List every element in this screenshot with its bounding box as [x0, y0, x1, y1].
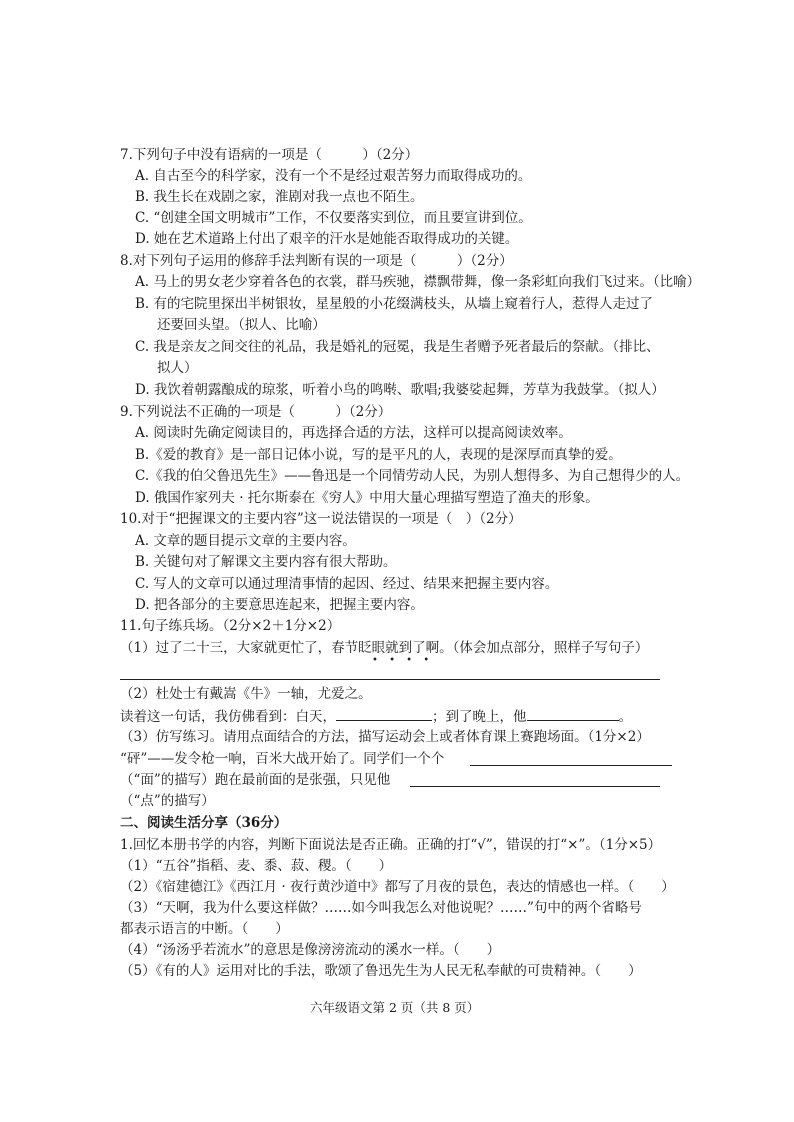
s2-q1-item4: （4）“汤汤乎若流水”的意思是像滂滂流动的溪水一样。（ ） [120, 942, 501, 958]
q8-option-c: C. 我是亲友之间交往的礼品，我是婚礼的冠冕，我是生者赠予死者最后的祭献。（排比、 [135, 339, 660, 355]
q11-stem: 11.句子练兵场。（2分×2＋1分×2） [120, 618, 341, 634]
q8-option-a: A. 马上的男女老少穿着各色的衣裳，群马疾驰，襟飘带舞，像一条彩虹向我们飞过来。（比喻） [135, 274, 701, 290]
q7-option-b: B. 我生长在戏剧之家，淮剧对我一点也不陌生。 [135, 189, 424, 205]
s2-q1-stem: 1.回忆本册书学的内容，判断下面说法是否正确。正确的打“√”，错误的打“×”。（1分×5） [120, 837, 662, 853]
q7-stem: 7.下列句子中没有语病的一项是（ ）（2分） [120, 147, 419, 163]
s2-q1-item3: （3）“天啊，我为什么要这样做？……如今叫我怎么对他说呢？……”句中的两个省略号 [120, 900, 642, 916]
q10-option-a: A. 文章的题目提示文章的主要内容。 [135, 533, 356, 549]
fill-text-c: 。 [618, 709, 632, 725]
q11-part2-fill [120, 706, 632, 726]
q9-option-a: A. 阅读时先确定阅读目的，再选择合适的方法，这样可以提高阅读效率。 [135, 425, 572, 441]
q8-stem: 8.对下列句子运用的修辞手法判断有误的一项是（ ）（2分） [120, 253, 513, 269]
q8-option-c-cont: 拟人） [157, 360, 198, 376]
page-footer: 六年级语文第 2 页（共 8 页） [310, 1000, 480, 1015]
fill-text-a: 读着这一句话，我仿佛看到：白天， [120, 709, 336, 725]
q9-option-d: D. 俄国作家列夫 · 托尔斯泰在《穷人》中用大量心理描写塑造了渔夫的形象。 [135, 490, 599, 506]
q11-part2: （2）杜处士有戴嵩《牛》一轴，尤爱之。 [120, 686, 372, 702]
q10-option-c: C. 写人的文章可以通过理清事情的起因、经过、结果来把握主要内容。 [135, 576, 559, 592]
q11-part3-line2: （“面”的描写）跑在最前面的是张强，只见他 [120, 772, 391, 788]
q7-option-a: A. 自古至今的科学家，没有一个不是经过艰苦努力而取得成功的。 [135, 168, 532, 184]
q11-part1: （1）过了二十三，大家就更忙了，春节眨眼就到了啊。（体会加点部分，照样子写句子） [120, 640, 649, 656]
q8-option-b-cont: 还要回头望。（拟人、比喻） [157, 317, 326, 333]
q8-option-d: D. 我饮着朝露酿成的琼浆，听着小鸟的鸣啭、歌唱;我婆娑起舞，芳草为我鼓掌。（拟人） [135, 382, 665, 398]
q11-part3-line1: “砰”——发令枪一响，百米大战开始了。同学们一个个 [120, 751, 445, 767]
q10-stem: 10.对于“把握课文的主要内容”这一说法错误的一项是（ ）（2分） [120, 511, 522, 527]
s2-q1-item5: （5）《有的人》运用对比的手法，歌颂了鲁迅先生为人民无私奉献的可贵精神。（ ） [120, 963, 642, 979]
blank-night[interactable] [527, 706, 619, 721]
s2-q1-item1: （1）“五谷”指稻、麦、黍、菽、稷。（ ） [120, 858, 393, 874]
s2-q1-item3-cont: 都表示语言的中断。（ ） [120, 921, 289, 937]
section-2-title: 二、阅读生活分享（36分） [120, 815, 288, 831]
q10-option-d: D. 把各部分的主要意思连起来，把握主要内容。 [135, 597, 424, 613]
q11-part3: （3）仿写练习。请用点面结合的方法，描写运动会上或者体育课上赛跑场面。（1分×2） [120, 729, 650, 745]
answer-line-1[interactable] [120, 679, 660, 680]
s2-q1-item2: （2）《宿建德江》《西江月 · 夜行黄沙道中》都写了月夜的景色，表达的情感也一样。（ ） [120, 879, 675, 895]
emphasis-dots: • • • • [372, 655, 434, 666]
fill-text-b: ；到了晚上，他 [432, 709, 527, 725]
q10-option-b: B. 关键句对了解课文主要内容有很大帮助。 [135, 554, 397, 570]
q8-option-b: B. 有的宅院里探出半树银妆，星星般的小花缀满枝头，从墙上窥着行人，惹得人走过了 [135, 296, 654, 312]
answer-line-face[interactable] [470, 765, 672, 766]
blank-daytime[interactable] [336, 706, 432, 721]
answer-line-point[interactable] [410, 786, 660, 787]
q7-option-c: C. “创建全国文明城市”工作，不仅要落实到位，而且要宣讲到位。 [135, 210, 532, 226]
q9-option-c: C.《我的伯父鲁迅先生》——鲁迅是一个同情劳动人民，为别人想得多、为自己想得少的人。 [135, 468, 690, 484]
q11-part3-line3: （“点”的描写） [120, 793, 215, 809]
q7-option-d: D. 她在艺术道路上付出了艰辛的汗水是她能否取得成功的关键。 [135, 231, 519, 247]
q9-option-b: B.《爱的教育》是一部日记体小说，写的是平凡的人，表现的是深厚而真挚的爱。 [135, 447, 622, 463]
q9-stem: 9.下列说法不正确的一项是（ ）（2分） [120, 404, 392, 420]
